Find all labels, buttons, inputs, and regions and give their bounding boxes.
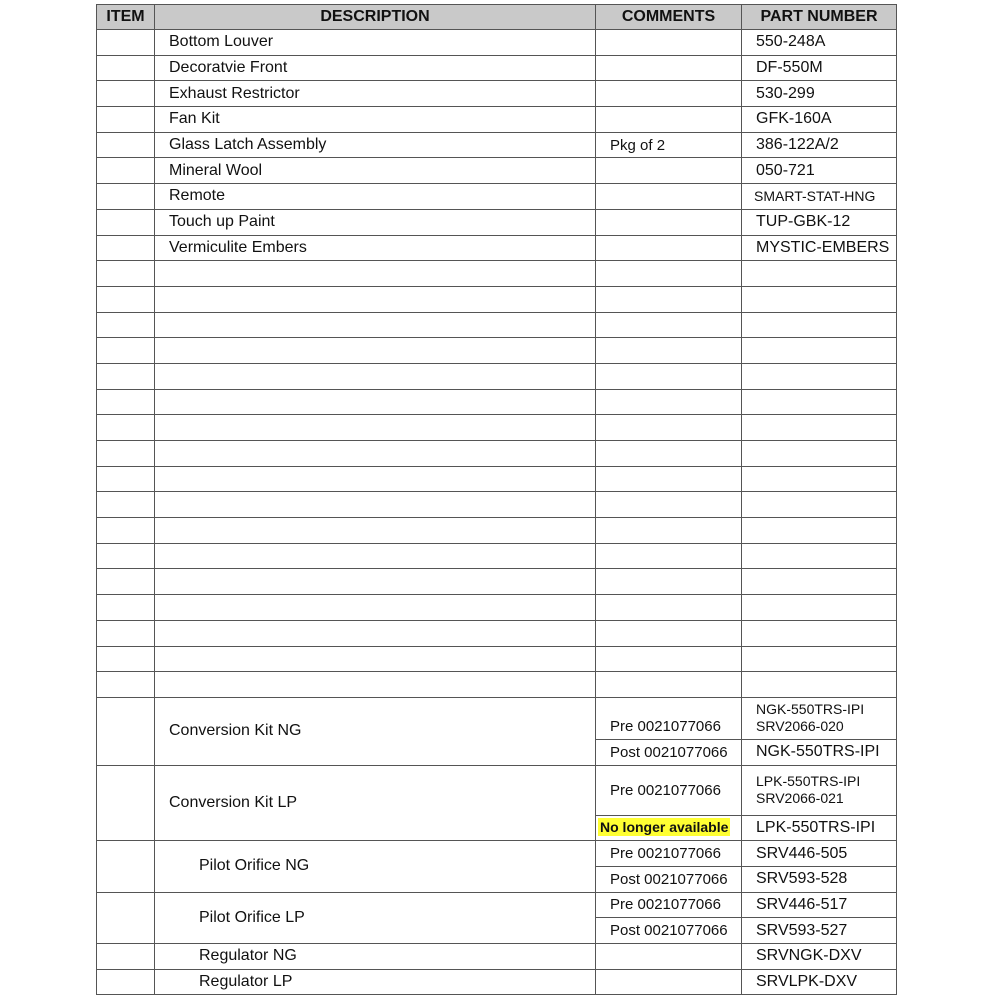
empty-row xyxy=(97,261,897,287)
empty-row xyxy=(97,569,897,595)
pilot-ng-post-part: SRV593-528 xyxy=(742,866,897,892)
comments-cell xyxy=(596,30,742,56)
conversion-lp-description: Conversion Kit LP xyxy=(155,765,596,841)
item-cell xyxy=(97,209,155,235)
comments-cell xyxy=(596,107,742,133)
description-cell: Remote xyxy=(155,184,596,210)
item-cell xyxy=(97,184,155,210)
part-number-line: NGK-550TRS-IPI xyxy=(756,701,865,718)
empty-row xyxy=(97,595,897,621)
part-number-cell: DF-550M xyxy=(742,55,897,81)
table-row xyxy=(97,107,897,133)
table-row xyxy=(97,235,897,261)
comments-cell xyxy=(596,158,742,184)
empty-row xyxy=(97,363,897,389)
item-cell xyxy=(97,132,155,158)
conversion-lp-post-part: LPK-550TRS-IPI xyxy=(742,815,897,841)
item-cell xyxy=(97,158,155,184)
pilot-ng-pre-row xyxy=(97,841,897,867)
item-cell xyxy=(97,944,155,970)
regulator-lp-row xyxy=(97,969,897,995)
empty-row xyxy=(97,518,897,544)
header-part-number: PART NUMBER xyxy=(742,5,897,30)
description-cell: Glass Latch Assembly xyxy=(155,132,596,158)
regulator-ng-description: Regulator NG xyxy=(155,944,596,970)
table-row xyxy=(97,30,897,56)
part-number-cell: TUP-GBK-12 xyxy=(742,209,897,235)
item-cell xyxy=(97,841,155,892)
conversion-ng-pre-comment: Pre 0021077066 xyxy=(596,697,742,739)
part-number-line: SRV2066-021 xyxy=(756,790,844,807)
table-row xyxy=(97,184,897,210)
part-number-cell: GFK-160A xyxy=(742,107,897,133)
conversion-ng-pre-part xyxy=(742,697,897,739)
conversion-ng-description: Conversion Kit NG xyxy=(155,697,596,765)
table-row xyxy=(97,209,897,235)
regulator-lp-part: SRVLPK-DXV xyxy=(742,969,897,995)
comments-cell xyxy=(596,944,742,970)
pilot-lp-pre-row xyxy=(97,892,897,918)
item-cell xyxy=(97,892,155,943)
pilot-ng-post-comment: Post 0021077066 xyxy=(596,866,742,892)
comments-cell xyxy=(596,81,742,107)
comments-cell xyxy=(596,55,742,81)
item-cell xyxy=(97,30,155,56)
part-number-cell: 530-299 xyxy=(742,81,897,107)
description-cell: Bottom Louver xyxy=(155,30,596,56)
header-item: ITEM xyxy=(97,5,155,30)
pilot-ng-pre-part: SRV446-505 xyxy=(742,841,897,867)
parts-table xyxy=(96,4,897,995)
part-number-cell: 050-721 xyxy=(742,158,897,184)
pilot-ng-pre-comment: Pre 0021077066 xyxy=(596,841,742,867)
conversion-lp-pre-part xyxy=(742,765,897,815)
empty-row xyxy=(97,415,897,441)
pilot-ng-description: Pilot Orifice NG xyxy=(155,841,596,892)
table-row xyxy=(97,81,897,107)
regulator-ng-part: SRVNGK-DXV xyxy=(742,944,897,970)
comments-cell xyxy=(596,969,742,995)
pilot-lp-pre-part: SRV446-517 xyxy=(742,892,897,918)
part-number-line: LPK-550TRS-IPI xyxy=(756,773,861,790)
regulator-ng-row xyxy=(97,944,897,970)
item-cell xyxy=(97,107,155,133)
empty-row xyxy=(97,441,897,467)
empty-row xyxy=(97,286,897,312)
description-cell: Touch up Paint xyxy=(155,209,596,235)
empty-row xyxy=(97,466,897,492)
header-row xyxy=(97,5,897,30)
regulator-lp-description: Regulator LP xyxy=(155,969,596,995)
table-row xyxy=(97,132,897,158)
conversion-ng-post-part: NGK-550TRS-IPI xyxy=(742,739,897,765)
empty-row xyxy=(97,646,897,672)
item-cell xyxy=(97,969,155,995)
conversion-lp-pre-row xyxy=(97,765,897,815)
empty-row xyxy=(97,672,897,698)
item-cell xyxy=(97,55,155,81)
no-longer-available-badge: No longer available xyxy=(600,819,729,836)
empty-row xyxy=(97,312,897,338)
description-cell: Fan Kit xyxy=(155,107,596,133)
part-number-cell: 386-122A/2 xyxy=(742,132,897,158)
description-cell: Mineral Wool xyxy=(155,158,596,184)
empty-row xyxy=(97,620,897,646)
empty-row xyxy=(97,543,897,569)
comments-cell xyxy=(596,235,742,261)
pilot-lp-post-comment: Post 0021077066 xyxy=(596,918,742,944)
empty-row xyxy=(97,492,897,518)
empty-row xyxy=(97,389,897,415)
empty-row xyxy=(97,338,897,364)
item-cell xyxy=(97,697,155,765)
parts-list-sheet xyxy=(96,4,896,999)
description-cell: Vermiculite Embers xyxy=(155,235,596,261)
pilot-lp-description: Pilot Orifice LP xyxy=(155,892,596,943)
item-cell xyxy=(97,81,155,107)
conversion-ng-post-comment: Post 0021077066 xyxy=(596,739,742,765)
part-number-cell: MYSTIC-EMBERS xyxy=(742,235,897,261)
item-cell xyxy=(97,765,155,841)
description-cell: Exhaust Restrictor xyxy=(155,81,596,107)
header-comments: COMMENTS xyxy=(596,5,742,30)
conversion-lp-pre-comment: Pre 0021077066 xyxy=(596,765,742,815)
conversion-ng-pre-row xyxy=(97,697,897,739)
description-cell: Decoratvie Front xyxy=(155,55,596,81)
comments-cell xyxy=(596,184,742,210)
part-number-line: SRV2066-020 xyxy=(756,718,844,735)
part-number-cell: 550-248A xyxy=(742,30,897,56)
pilot-lp-pre-comment: Pre 0021077066 xyxy=(596,892,742,918)
item-cell xyxy=(97,235,155,261)
comments-cell: Pkg of 2 xyxy=(596,132,742,158)
table-row xyxy=(97,55,897,81)
comments-cell xyxy=(596,209,742,235)
pilot-lp-post-part: SRV593-527 xyxy=(742,918,897,944)
table-row xyxy=(97,158,897,184)
header-description: DESCRIPTION xyxy=(155,5,596,30)
conversion-lp-post-comment xyxy=(596,815,742,841)
part-number-cell: SMART-STAT-HNG xyxy=(742,184,897,210)
